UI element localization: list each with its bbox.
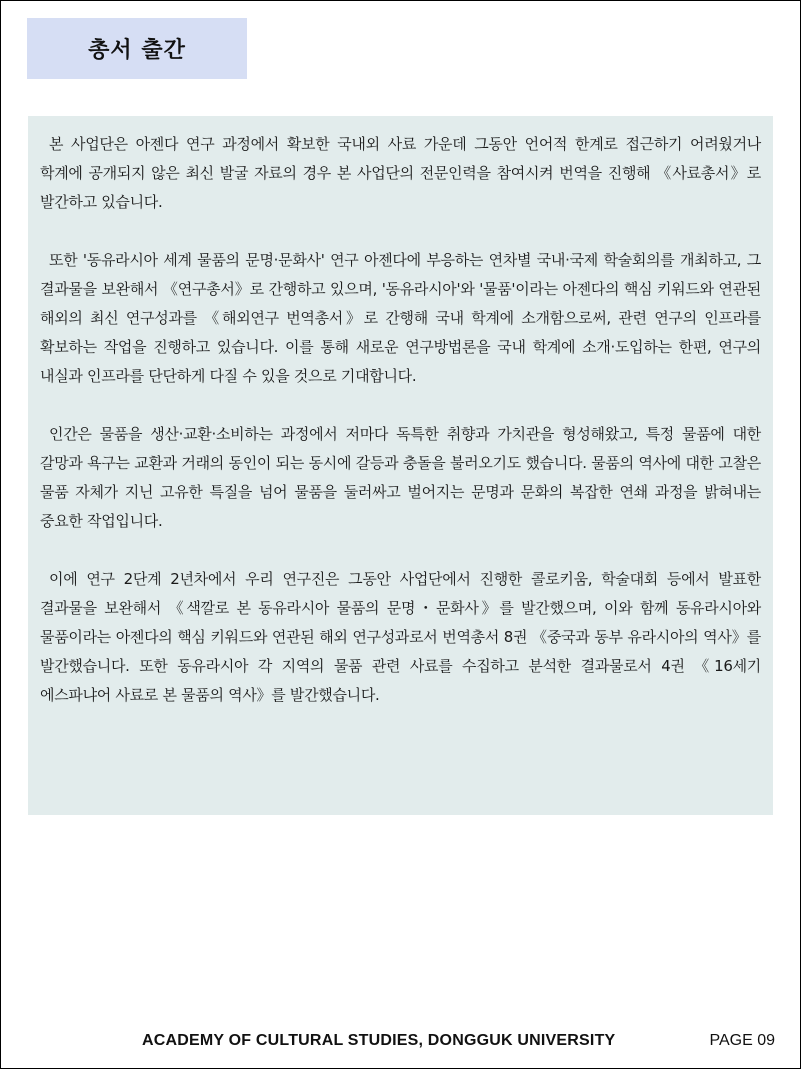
content-panel	[28, 116, 773, 815]
footer-organization: ACADEMY OF CULTURAL STUDIES, DONGGUK UNIVERSITY	[142, 1032, 616, 1049]
paragraph-research-series: 또한 '동유라시아 세계 물품의 문명·문화사' 연구 아젠다에 부응하는 연차별 국내·국제 학술회의를 개최하고, 그 결과물을 보완해서 《연구총서》로 간행하고 있으며, '동유라시아'와 '물품'이라는 아젠다의 핵심 키워드와 연관된 해외의 최신 연구성과를 《해외연구 번역총서》로 간행해 국내 학계에 소개함으로써, 관련 연구의 인프라를 확보하는 작업을 진행하고 있습니다. 이를 통해 새로운 연구방법론을 국내 학계에 소개·도입하는 한편, 연구의 내실과 인프라를 단단하게 다질 수 있을 것으로 기대합니다.	[40, 251, 761, 385]
paragraph-goods-history: 인간은 물품을 생산·교환·소비하는 과정에서 저마다 독특한 취향과 가치관을 형성해왔고, 특정 물품에 대한 갈망과 욕구는 교환과 거래의 동인이 되는 동시에 갈등과 충돌을 불러오기도 했습니다. 물품의 역사에 대한 고찰은 물품 자체가 지닌 고유한 특질을 넘어 물품을 둘러싸고 벌어지는 문명과 문화의 복잡한 연쇄 과정을 밝혀내는 중요한 작업입니다.	[40, 425, 761, 530]
paragraph-source-series: 본 사업단은 아젠다 연구 과정에서 확보한 국내외 사료 가운데 그동안 언어적 한계로 접근하기 어려웠거나 학계에 공개되지 않은 최신 발굴 자료의 경우 본 사업단의 전문인력을 참여시켜 번역을 진행해 《사료총서》로 발간하고 있습니다.	[40, 135, 761, 211]
section-title: 총서 출간	[88, 38, 186, 63]
section-title-box	[27, 18, 247, 79]
paragraph-publications: 이에 연구 2단계 2년차에서 우리 연구진은 그동안 사업단에서 진행한 콜로키움, 학술대회 등에서 발표한 결과물을 보완해서 《색깔로 본 동유라시아 물품의 문명・문화사》를 발간했으며, 이와 함께 동유라시아와 물품이라는 아젠다의 핵심 키워드와 연관된 해외 연구성과로서 번역총서 8권 《중국과 동부 유라시아의 역사》를 발간했습니다. 또한 동유라시아 각 지역의 물품 관련 사료를 수집하고 분석한 결과물로서 4권 《16세기 에스파냐어 사료로 본 물품의 역사》를 발간했습니다.	[40, 570, 761, 704]
page-number: PAGE 09	[709, 1032, 775, 1049]
